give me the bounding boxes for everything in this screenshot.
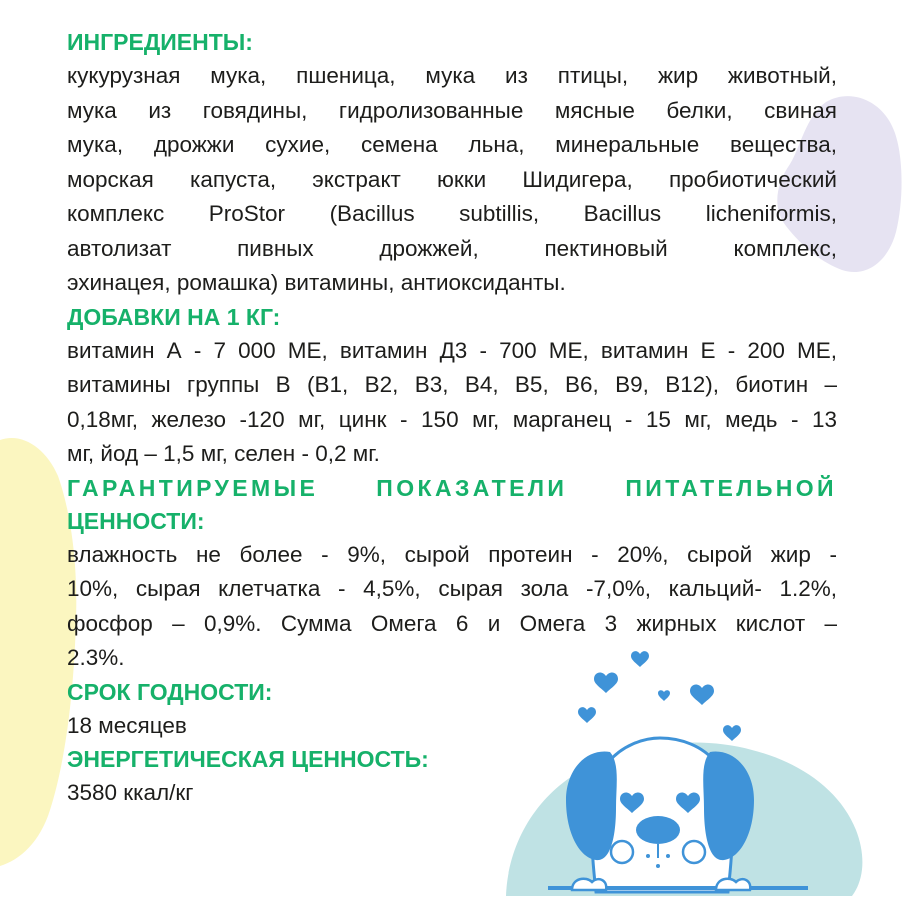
ingredients-heading: ИНГРЕДИЕНТЫ: xyxy=(67,29,253,55)
energy-value: 3580 ккал/кг xyxy=(67,780,194,805)
nutrition-heading-line: ЦЕННОСТИ: xyxy=(67,507,205,534)
nutrition-line: фосфор – 0,9%. Сумма Омега 6 и Омега 3 жирных кислот – xyxy=(67,610,837,636)
energy-section xyxy=(67,743,837,811)
nutrition-heading xyxy=(67,472,837,538)
nutrition-line: 10%, сырая клетчатка - 4,5%, сырая зола -7,0%, кальций- 1.2%, xyxy=(67,576,837,601)
shelf-life-section xyxy=(67,676,837,744)
nutrition-section xyxy=(67,472,837,676)
ingredients-line: мука, дрожжи сухие, семена льна, минеральные вещества, xyxy=(67,132,837,157)
ingredients-line: кукурузная мука, пшеница, мука из птицы, жир животный, xyxy=(67,63,837,88)
additives-line: витамин А - 7 000 МЕ, витамин Д3 - 700 МЕ, витамин Е - 200 МЕ, xyxy=(67,337,837,363)
ingredients-line: автолизат пивных дрожжей, пектиновый комплекс, xyxy=(67,235,837,261)
ingredients-text xyxy=(67,59,837,301)
additives-text xyxy=(67,334,837,472)
additives-line: 0,18мг, железо -120 мг, цинк - 150 мг, марганец - 15 мг, медь - 13 xyxy=(67,406,837,432)
ingredients-line: эхинацея, ромашка) витамины, антиоксиданты. xyxy=(67,270,566,295)
additives-line: мг, йод – 1,5 мг, селен - 0,2 мг. xyxy=(67,441,380,466)
yellow-blob-shape xyxy=(0,438,76,866)
nutrition-heading-line: ГАРАНТИРУЕМЫЕ ПОКАЗАТЕЛИ ПИТАТЕЛЬНОЙ xyxy=(67,474,837,501)
additives-section xyxy=(67,301,837,472)
shelf-life-value: 18 месяцев xyxy=(67,712,187,738)
nutrition-text xyxy=(67,538,837,676)
energy-heading: ЭНЕРГЕТИЧЕСКАЯ ЦЕННОСТЬ: xyxy=(67,746,429,772)
ingredients-line: мука из говядины, гидролизованные мясные белки, свиная xyxy=(67,97,837,123)
nutrition-line: влажность не более - 9%, сырой протеин - 20%, сырой жир - xyxy=(67,541,837,567)
product-info xyxy=(67,26,837,811)
shelf-life-heading: СРОК ГОДНОСТИ: xyxy=(67,678,273,705)
ingredients-line: комплекс ProStor (Bacillus subtillis, Bacillus licheniformis, xyxy=(67,201,837,226)
nutrition-line: 2.3%. xyxy=(67,645,125,670)
additives-heading: ДОБАВКИ НА 1 КГ: xyxy=(67,303,281,330)
ingredients-line: морская капуста, экстракт юкки Шидигера, пробиотический xyxy=(67,166,837,192)
additives-line: витамины группы В (В1, В2, В3, В4, В5, В6, В9, В12), биотин – xyxy=(67,372,837,397)
ingredients-section xyxy=(67,26,837,301)
